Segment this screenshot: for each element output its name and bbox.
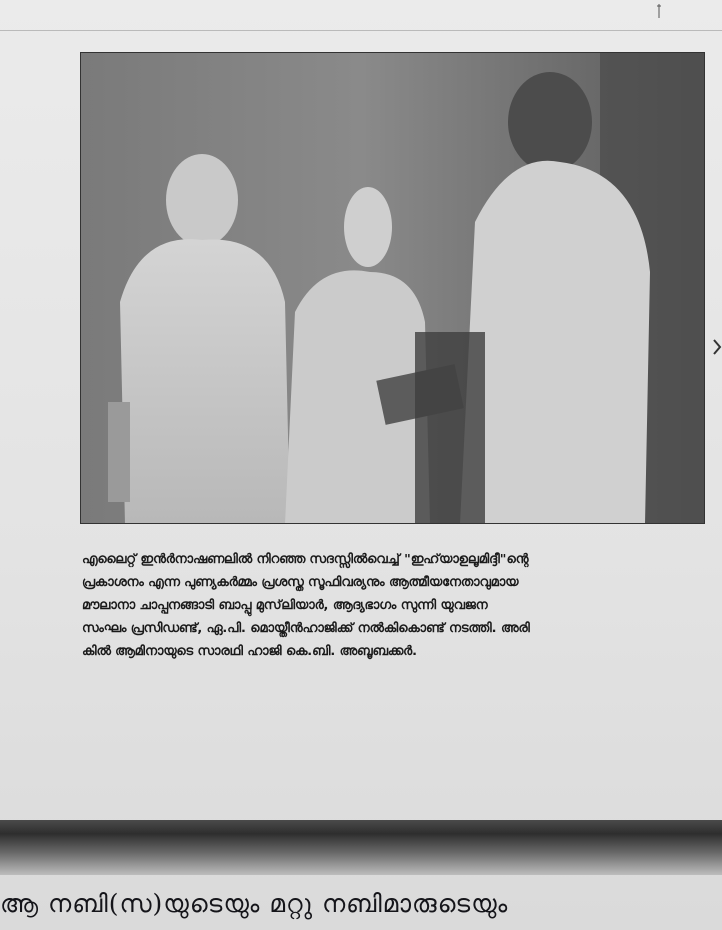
caption-line: മൗലാനാ ചാപ്പനങ്ങാടി ബാപ്പു മുസ്‌ലിയാർ, ആദ്യഭാഗം സുന്നി യുവജന	[82, 598, 488, 613]
photo-caption	[82, 548, 704, 663]
handwritten-note: ആ നബി(സ)യുടെയും മറ്റു നബിമാരുടെയും	[0, 889, 509, 918]
page-edge-mark	[712, 338, 722, 356]
caption-line: കിൽ ആമിനായുടെ സാരഥി ഹാജി കെ.ബി. അബൂബക്കർ.	[82, 644, 417, 659]
elder-head	[166, 154, 238, 246]
top-divider	[0, 30, 722, 31]
news-photograph	[80, 52, 705, 524]
ink-tick-mark	[656, 4, 662, 18]
caption-line: സംഘം പ്രസിഡണ്ട്, ഏ.പി. മൊയ്തീൻഹാജിക്ക് നൽകികൊണ്ട് നടത്തി. അരി	[82, 621, 530, 636]
page-fold-shadow	[0, 820, 722, 875]
caption-line: പ്രകാശനം എന്ന പുണ്യകർമ്മം പ്രശസ്ത സൂഫിവര്യനും ആത്മീയനേതാവുമായ	[82, 575, 519, 590]
caption-line: എലൈറ്റ് ഇൻർനാഷണലിൽ നിറഞ്ഞ സദസ്സിൽവെച്ച് "ഇഹ്‌യാഉലൂമിദ്ദീ"ന്റെ	[82, 552, 529, 567]
